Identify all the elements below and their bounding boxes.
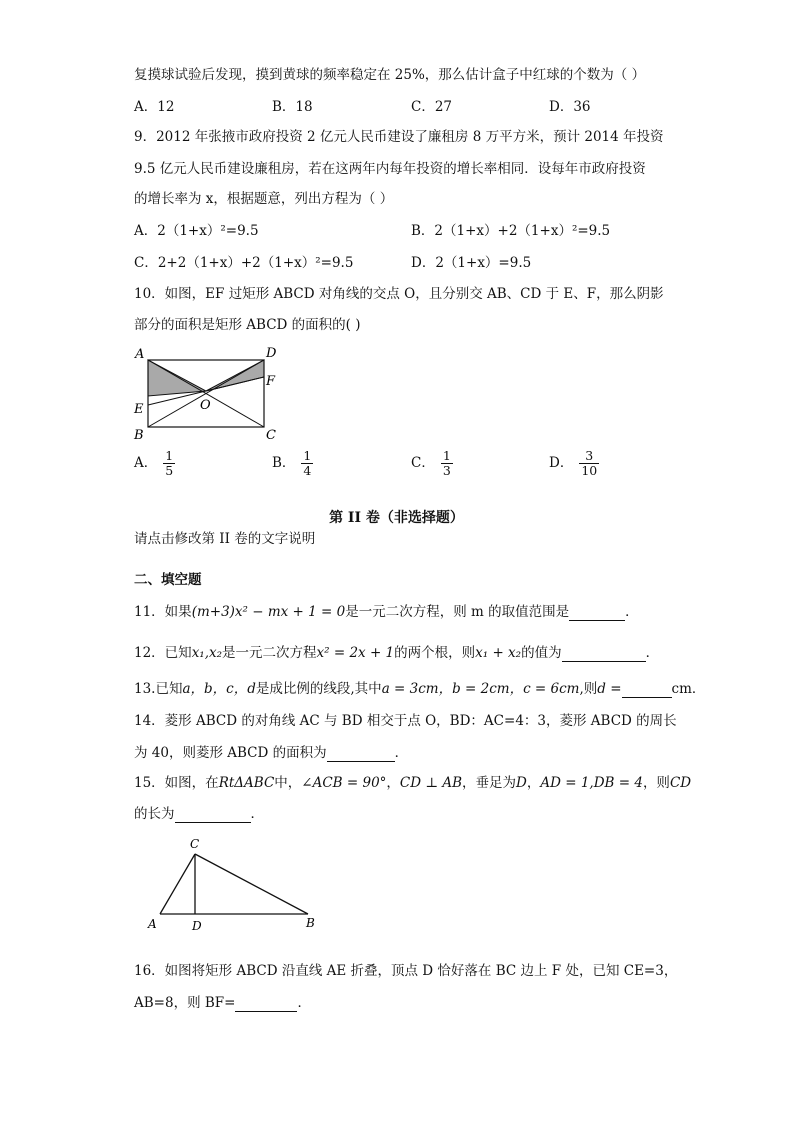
q10-label-o: O	[200, 398, 211, 413]
q15-middle-5: ，则	[642, 775, 670, 791]
q9-line-1: 9．2012 年张掖市政府投资 2 亿元人民币建设了廉租房 8 万平方米，预计 2014 年投资	[134, 129, 664, 145]
q12-equation: x² = 2x + 1	[316, 645, 395, 661]
q15-triangle: RtΔABC	[218, 775, 275, 791]
q13-answer-blank[interactable]	[622, 683, 672, 698]
q15-middle-4: ，	[526, 775, 541, 791]
q10-option-d-num: 3	[579, 449, 599, 464]
q15-cd: CD	[669, 775, 692, 791]
q10-option-d-label: D．	[549, 455, 574, 471]
q12-roots: x₁,x₂	[191, 645, 223, 661]
q10-option-b-den: 4	[303, 463, 312, 478]
section-ii-title: 第 II 卷（非选择题）	[329, 510, 464, 526]
q11-prefix: 11．如果	[134, 604, 192, 620]
q10-option-a-fraction	[163, 449, 175, 478]
q15-line-1	[134, 774, 691, 792]
q9-option-a[interactable]: A．2（1+x）²=9.5	[134, 223, 259, 239]
q10-option-c-num: 1	[442, 448, 451, 463]
q11-answer-blank[interactable]	[569, 606, 625, 621]
q10-option-a-label: A．	[134, 455, 158, 471]
q10-option-a-num: 1	[165, 448, 174, 463]
q11-middle: 是一元二次方程，则 m 的取值范围是	[345, 604, 570, 620]
q15-side-ac	[160, 854, 195, 914]
q10-option-b-fraction	[301, 449, 313, 478]
q11-end: ．	[625, 604, 639, 620]
q10-option-d-den: 10	[581, 463, 598, 478]
q15-label-d: D	[192, 919, 202, 933]
q12-end: ．	[645, 645, 660, 661]
q15-label-c: C	[190, 837, 200, 851]
q10-option-a[interactable]	[134, 449, 175, 478]
q10-option-c[interactable]	[411, 449, 453, 478]
q12-middle-3: 的值为	[521, 645, 562, 661]
q13-values: a = 3cm，b = 2cm，c = 6cm	[381, 681, 580, 697]
q14-answer-blank[interactable]	[327, 747, 395, 762]
q12-middle-1: 是一元二次方程	[222, 645, 317, 661]
q10-option-c-fraction	[441, 449, 453, 478]
q9-option-c[interactable]: C．2+2（1+x）+2（1+x）²=9.5	[134, 255, 354, 271]
section-ii-note[interactable]: 请点击修改第 II 卷的文字说明	[134, 531, 316, 547]
q15-middle-2: ，	[386, 775, 400, 791]
q10-label-d: D	[266, 346, 277, 361]
q10-option-b-num: 1	[303, 448, 312, 463]
q10-option-a-den: 5	[165, 463, 174, 478]
q10-label-c: C	[266, 428, 276, 443]
q14-line-1: 14．菱形 ABCD 的对角线 AC 与 BD 相交于点 O，BD：AC=4：3，菱形 ABCD 的周长	[134, 713, 677, 729]
q15-middle-1: 中，	[274, 775, 302, 791]
q10-label-e: E	[134, 402, 144, 417]
q15-answer-blank[interactable]	[175, 808, 251, 823]
q12-answer-blank[interactable]	[562, 647, 646, 662]
q10-option-d-fraction	[579, 449, 599, 478]
q13-middle-2: ,则	[579, 681, 598, 697]
q8-option-a[interactable]: A．12	[134, 99, 175, 115]
q16-line-2	[134, 994, 311, 1012]
q15-end: ．	[250, 806, 264, 822]
q10-option-b-label: B．	[272, 455, 296, 471]
q8-option-c[interactable]: C．27	[411, 99, 453, 115]
q10-label-f: F	[266, 374, 276, 389]
q15-triangle-figure	[140, 832, 330, 937]
q13-prefix: 13.已知	[134, 681, 183, 697]
q8-text: 复摸球试验后发现，摸到黄球的频率稳定在 25%，那么估计盒子中红球的个数为（ ）	[134, 67, 646, 83]
q15-label-b: B	[306, 916, 315, 930]
q14-line-2	[134, 744, 408, 762]
q15-angle: ∠ACB = 90°	[301, 775, 387, 791]
q13-d-equals: d =	[597, 681, 622, 697]
q11	[134, 603, 639, 621]
q14-line-2-text: 为 40，则菱形 ABCD 的面积为	[134, 745, 327, 761]
q9-line-2: 9.5 亿元人民币建设廉租房，若在这两年内每年投资的增长率相同．设每年市政府投资	[134, 161, 646, 177]
q10-option-d[interactable]	[549, 449, 599, 478]
q15-line-2-text: 的长为	[134, 806, 175, 822]
q10-line-2: 部分的面积是矩形 ABCD 的面积的( )	[134, 317, 361, 333]
q9-line-3: 的增长率为 x，根据题意，列出方程为（ ）	[134, 191, 394, 207]
q8-option-d[interactable]: D．36	[549, 99, 591, 115]
q16-line-2-text: AB=8，则 BF=	[134, 995, 236, 1011]
q13-middle-1: 是成比例的线段,其中	[255, 681, 382, 697]
q9-option-d[interactable]: D．2（1+x）=9.5	[411, 255, 532, 271]
q12-prefix: 12．已知	[134, 645, 192, 661]
q10-label-a: A	[135, 347, 145, 362]
q10-option-c-den: 3	[442, 463, 451, 478]
fill-blank-heading: 二、填空题	[134, 572, 202, 588]
q12	[134, 644, 659, 662]
q14-end: ．	[394, 745, 409, 761]
q15-side-bc	[195, 854, 308, 914]
q10-option-c-label: C．	[411, 455, 435, 471]
q13-segments: a，b，c，d	[182, 681, 256, 697]
q11-equation: (m+3)x² − mx + 1 = 0	[191, 604, 346, 620]
q10-option-b[interactable]	[272, 449, 313, 478]
q9-option-b[interactable]: B．2（1+x）+2（1+x）²=9.5	[411, 223, 611, 239]
q15-perpendicular: CD ⊥ AB	[399, 775, 463, 791]
q15-middle-3: ，垂足为	[462, 775, 517, 791]
q12-sum: x₁ + x₂	[475, 645, 522, 661]
q8-option-b[interactable]: B．18	[272, 99, 313, 115]
q13-end: cm．	[671, 681, 706, 697]
q12-middle-2: 的两个根，则	[394, 645, 476, 661]
q10-line-1: 10．如图，EF 过矩形 ABCD 对角线的交点 O，且分别交 AB、CD 于 E、F，那么阴影	[134, 286, 664, 302]
q16-end: ．	[297, 995, 311, 1011]
q13	[134, 680, 705, 698]
q15-foot: D	[516, 775, 527, 791]
q15-lengths: AD = 1,DB = 4	[540, 775, 643, 791]
q16-line-1: 16．如图将矩形 ABCD 沿直线 AE 折叠，顶点 D 恰好落在 BC 边上 F 处，已知 CE=3，	[134, 963, 678, 979]
q10-rectangle-figure	[130, 345, 290, 445]
q15-label-a: A	[148, 917, 157, 931]
q15-prefix: 15．如图，在	[134, 775, 219, 791]
q16-answer-blank[interactable]	[235, 997, 297, 1012]
q10-label-b: B	[134, 428, 144, 443]
q15-line-2	[134, 805, 264, 823]
